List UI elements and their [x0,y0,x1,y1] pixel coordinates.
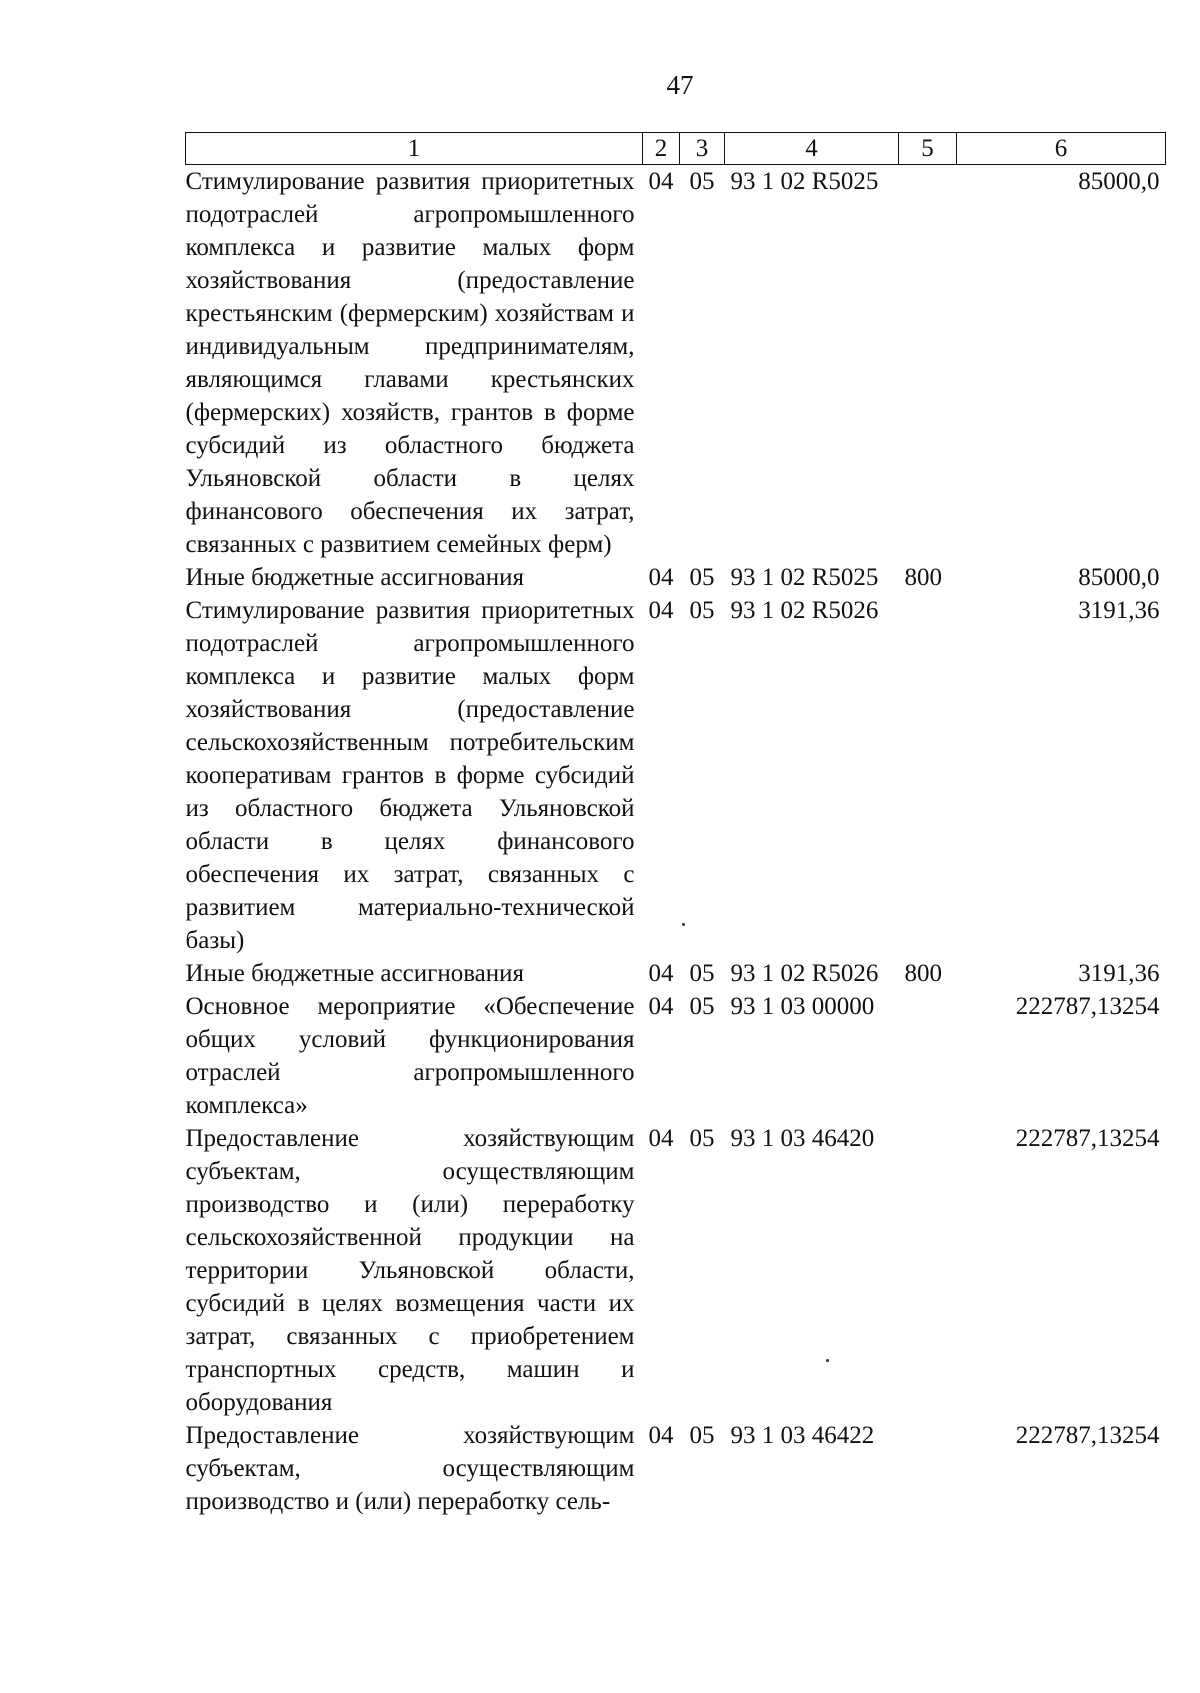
row-name: Иные бюджетные ассигнования [185,564,525,591]
header-col-1: 1 [186,133,643,165]
row-subsection: 05 [689,564,715,591]
row-target-article: 93 1 03 46422 [730,1422,875,1449]
row-section: 04 [648,1422,674,1449]
header-col-2: 2 [643,133,680,165]
row-section: 04 [648,168,674,195]
row-name: Предоставление хозяйствующим субъектам, осуществляющим производство и (или) переработку сель- [185,1422,635,1515]
row-expense-type [899,1419,957,1518]
row-section: 04 [648,597,674,624]
row-target-article: 93 1 03 00000 [730,993,875,1020]
row-section: 04 [648,564,674,591]
table-row [186,957,1166,990]
row-section: 04 [648,993,674,1020]
table-row [186,1419,1166,1518]
header-col-4: 4 [725,133,899,165]
row-target-article: 93 1 02 R5026 [730,960,879,987]
row-expense-type [899,990,957,1122]
row-section: 04 [648,960,674,987]
row-name: Стимулирование развития приоритетных подотраслей агропромышленного комплекса и развитие малых форм хозяйствования (предоставление сельскохозяйственным потребительским кооперативам грантов в форме субсидий из областного бюджета Ульяновской области в целях финансового обеспечения их затрат, связанных с развитием материально-технической базы) [185,597,635,954]
table-row [186,990,1166,1122]
row-target-article: 93 1 03 46420 [730,1125,875,1152]
row-target-article: 93 1 02 R5026 [730,597,879,624]
header-col-5: 5 [899,133,957,165]
row-target-article: 93 1 02 R5025 [730,564,879,591]
scan-speck [682,923,685,926]
row-section: 04 [648,1125,674,1152]
row-amount: 222787,13254 [1015,993,1160,1020]
row-name: Иные бюджетные ассигнования [185,960,525,987]
row-amount: 3191,36 [1078,597,1160,624]
row-expense-type: 800 [904,564,942,591]
budget-table-wrap [185,132,1165,1518]
table-row [186,594,1166,957]
page-number: 47 [666,70,694,100]
row-expense-type [899,165,957,562]
row-expense-type [899,1122,957,1419]
row-name: Предоставление хозяйствующим субъектам, осуществляющим производство и (или) переработку сельскохозяйственной продукции на территории Ульяновской области, субсидий в целях возмещения части их затрат, связанных с приобретением транспортных средств, машин и оборудования [185,1125,635,1416]
header-col-3: 3 [680,133,725,165]
row-expense-type: 800 [904,960,942,987]
row-name: Основное мероприятие «Обеспечение общих условий функционирования отраслей агропромышленного комплекса» [185,993,635,1119]
row-subsection: 05 [689,993,715,1020]
row-subsection: 05 [689,1422,715,1449]
row-subsection: 05 [689,960,715,987]
row-subsection: 05 [689,168,715,195]
row-amount: 3191,36 [1078,960,1160,987]
row-amount: 85000,0 [1078,168,1160,195]
table-row [186,165,1166,562]
row-amount: 222787,13254 [1015,1125,1160,1152]
row-target-article: 93 1 02 R5025 [730,168,879,195]
scan-speck [826,1359,829,1362]
table-header-row [186,133,1166,165]
row-subsection: 05 [689,1125,715,1152]
table-row [186,561,1166,594]
budget-table [185,132,1166,1518]
header-col-6: 6 [957,133,1166,165]
row-subsection: 05 [689,597,715,624]
row-amount: 222787,13254 [1015,1422,1160,1449]
row-expense-type [899,594,957,957]
row-name: Стимулирование развития приоритетных подотраслей агропромышленного комплекса и развитие малых форм хозяйствования (предоставление крестьянским (фермерским) хозяйствам и индивидуальным предпринимателям, являющимся главами крестьянских (фермерских) хозяйств, грантов в форме субсидий из областного бюджета Ульяновской области в целях финансового обеспечения их затрат, связанных с развитием семейных ферм) [185,168,635,558]
table-row [186,1122,1166,1419]
row-amount: 85000,0 [1078,564,1160,591]
